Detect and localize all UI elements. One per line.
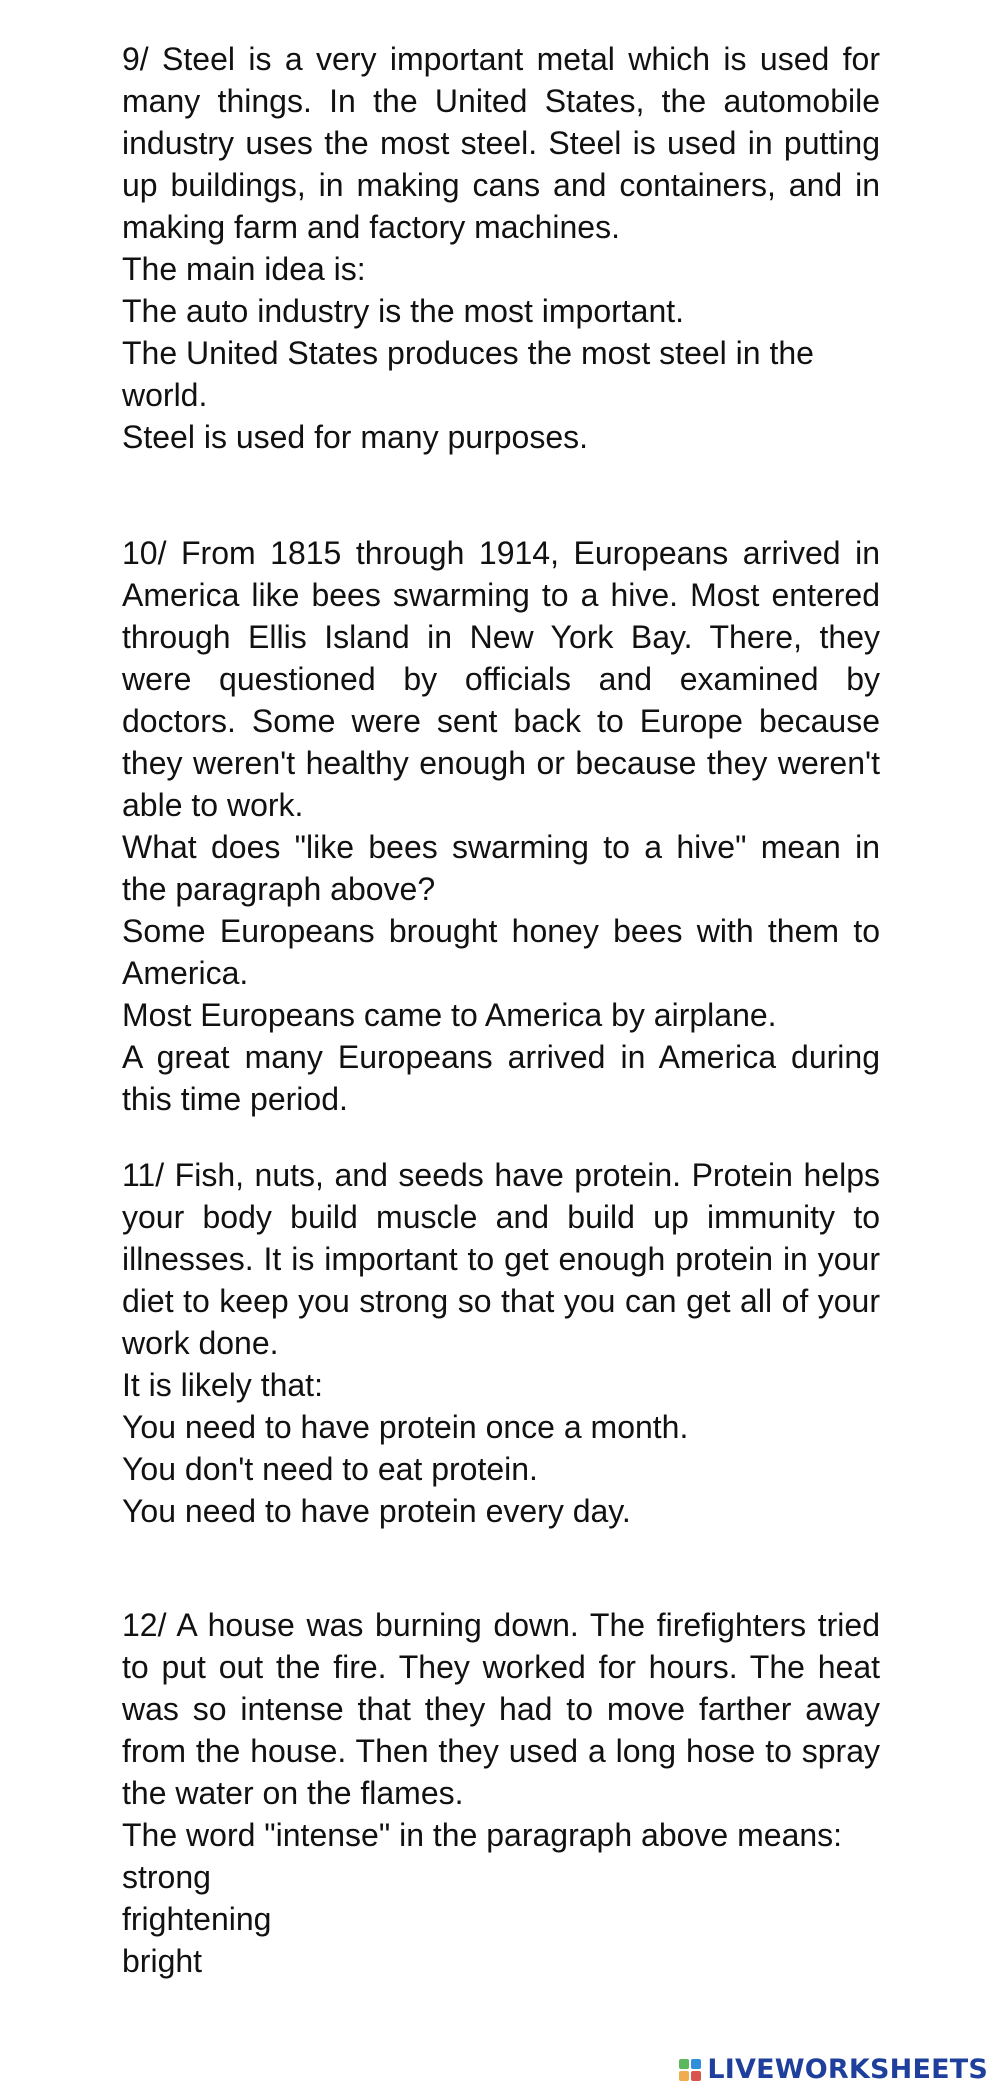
answer-option[interactable]: Some Europeans brought honey bees with them to America. [122,913,880,991]
answer-option[interactable]: You need to have protein every day. [122,1493,631,1529]
question-prompt: It is likely that: [122,1367,323,1403]
answer-option[interactable]: Most Europeans came to America by airplane. [122,997,777,1033]
answer-option[interactable]: bright [122,1943,203,1979]
question-paragraph: 9/ Steel is a very important metal which is used for many things. In the United States, the automobile industry uses the most steel. Steel is used in putting up buildings, in making cans and containers, and in making farm and factory machines. [122,41,880,245]
question-paragraph: 10/ From 1815 through 1914, Europeans arrived in America like bees swarming to a hive. Most entered through Ellis Island in New York Bay. There, they were questioned by officials and examined by doctors. Some were sent back to Europe because they weren't healthy enough or because they weren't able to work. [122,535,880,823]
spacer [122,458,880,532]
answer-option[interactable]: The United States produces the most steel in the world. [122,335,814,413]
answer-option[interactable]: A great many Europeans arrived in America during this time period. [122,1039,880,1117]
answer-option[interactable]: You need to have protein once a month. [122,1409,689,1445]
answer-option[interactable]: Steel is used for many purposes. [122,419,589,455]
liveworksheets-logo [679,2054,988,2085]
spacer [122,1120,880,1154]
answer-option[interactable]: frightening [122,1901,272,1937]
question-paragraph: 11/ Fish, nuts, and seeds have protein. Protein helps your body build muscle and build up immunity to illnesses. It is important to get enough protein in your diet to keep you strong so that you can get all of your work done. [122,1157,880,1361]
answer-option[interactable]: strong [122,1859,211,1895]
answer-option[interactable]: The auto industry is the most important. [122,293,685,329]
worksheet-content [122,38,880,1982]
question-9 [122,38,880,458]
question-paragraph: 12/ A house was burning down. The firefighters tried to put out the fire. They worked for hours. The heat was so intense that they had to move farther away from the house. Then they used a long hose to spray the water on the flames. [122,1607,880,1811]
question-11 [122,1154,880,1532]
answer-option[interactable]: You don't need to eat protein. [122,1451,538,1487]
logo-text: LIVEWORKSHEETS [707,2054,988,2085]
logo-icon [679,2059,701,2081]
question-10 [122,532,880,1120]
spacer [122,1532,880,1604]
question-prompt: The main idea is: [122,251,366,287]
question-prompt: What does "like bees swarming to a hive" mean in the paragraph above? [122,829,880,907]
question-prompt: The word "intense" in the paragraph above means: [122,1817,843,1853]
question-12 [122,1604,880,1982]
